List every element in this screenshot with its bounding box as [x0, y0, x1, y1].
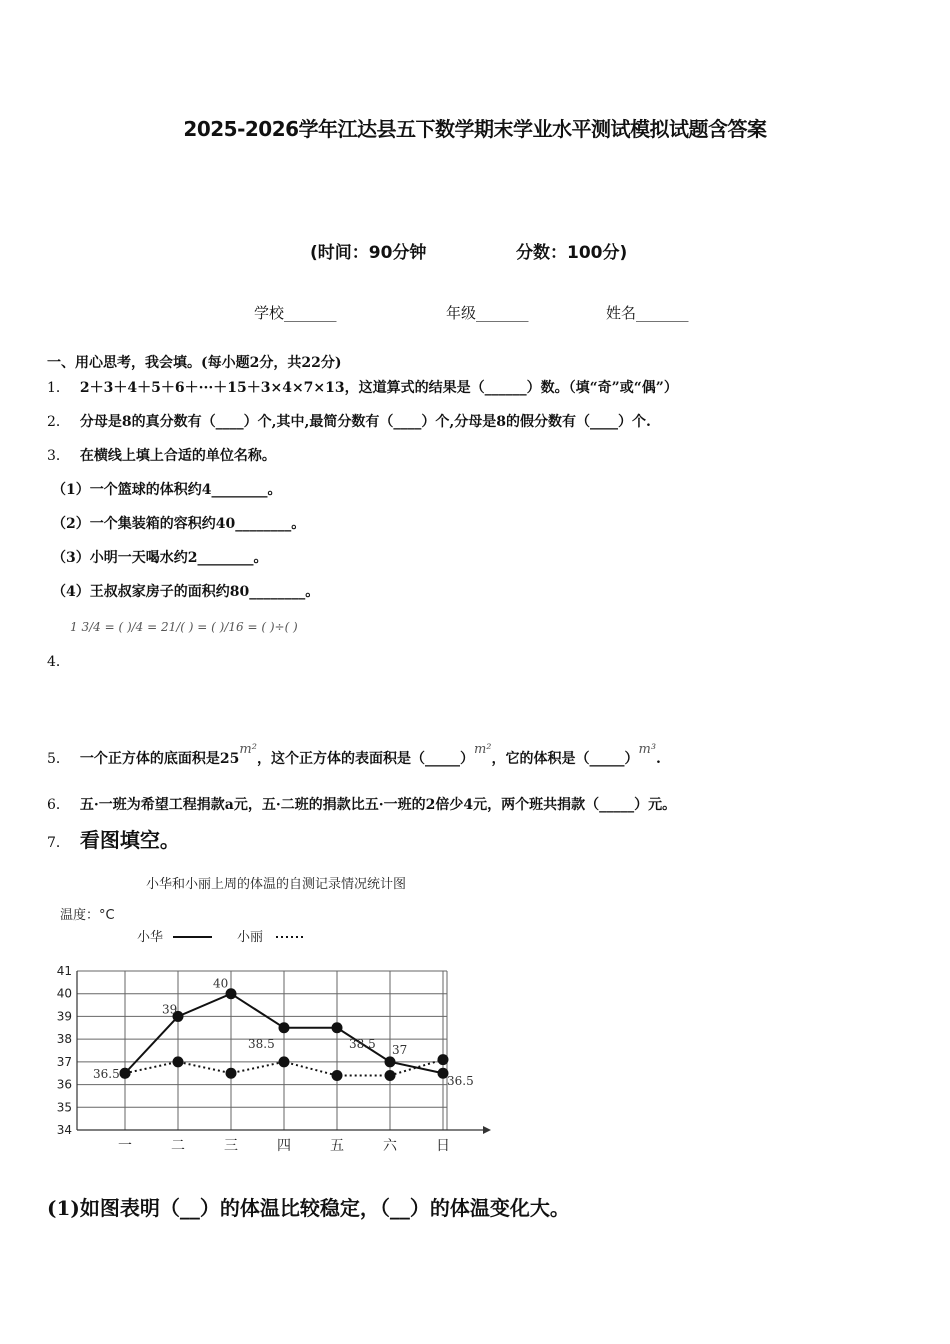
page-title: 2025-2026学年江达县五下数学期末学业水平测试模拟试题含答案 — [183, 117, 767, 141]
unit-square-meter: m² — [473, 742, 492, 757]
q3-item: （4）王叔叔家房子的面积约80________。 — [52, 584, 320, 600]
question-number: 1． — [47, 380, 70, 396]
name-field: 姓名_______ — [606, 304, 689, 322]
x-tick-label: 一 — [118, 1138, 132, 1154]
chart-title: 小华和小丽上周的体温的自测记录情况统计图 — [146, 877, 407, 892]
y-tick-label: 36 — [56, 1077, 72, 1092]
question-4 — [47, 651, 80, 671]
data-point — [120, 1068, 131, 1079]
data-point — [332, 1022, 343, 1033]
question-number: 5． — [47, 751, 70, 767]
y-tick-label: 35 — [56, 1100, 72, 1115]
data-label: 39 — [162, 1002, 178, 1017]
y-tick-label: 38 — [56, 1032, 72, 1047]
legend-label: 小华 — [137, 930, 164, 945]
question-text: 2＋3＋4＋5＋6＋···＋15＋3×4×7×13，这道算式的结果是（______）数。（填“奇”或“偶”） — [79, 380, 678, 396]
exam-time: (时间：90分钟 — [310, 243, 427, 263]
y-tick-label: 39 — [56, 1009, 72, 1024]
fraction-formula: 1 3/4 = ( )/4 = 21/( ) = ( )/16 = ( )÷( ) — [70, 620, 298, 634]
data-point — [226, 1068, 237, 1079]
data-point — [279, 1022, 290, 1033]
question-number: 4． — [47, 654, 70, 670]
question-text: 在横线上填上合适的单位名称。 — [79, 448, 276, 464]
question-text: . — [656, 751, 661, 767]
legend-label: 小丽 — [237, 930, 264, 945]
question-text: 分母是8的真分数有（____）个,其中,最简分数有（____）个,分母是8的假分数有（____）个. — [79, 414, 651, 430]
data-point — [332, 1070, 343, 1081]
question-text: 看图填空。 — [79, 828, 180, 852]
question-6 — [47, 794, 676, 814]
question-text: ，这个正方体的表面积是（_____） — [256, 751, 474, 767]
section-heading: 一、用心思考，我会填。(每小题2分，共22分) — [47, 355, 342, 371]
question-number: 7． — [47, 835, 70, 851]
data-point — [438, 1054, 449, 1065]
q3-item: （3）小明一天喝水约2________。 — [52, 550, 268, 566]
q3-item: （1）一个篮球的体积约4________。 — [52, 482, 282, 498]
temperature-chart — [40, 895, 500, 1165]
grade-field: 年级_______ — [446, 304, 529, 322]
data-label: 37 — [392, 1042, 408, 1057]
y-tick-label: 40 — [56, 986, 72, 1001]
data-point — [385, 1070, 396, 1081]
y-axis-label: 温度：°C — [60, 908, 115, 923]
school-field: 学校_______ — [254, 304, 337, 322]
question-text: 一个正方体的底面积是25 — [79, 751, 240, 767]
data-label: 40 — [213, 976, 229, 991]
x-tick-label: 五 — [330, 1138, 344, 1154]
y-tick-label: 34 — [56, 1123, 72, 1137]
x-tick-label: 日 — [436, 1138, 450, 1154]
x-tick-label: 三 — [224, 1138, 238, 1154]
question-2 — [47, 411, 651, 431]
q3-item: （2）一个集装箱的容积约40________。 — [52, 516, 306, 532]
x-axis-arrow — [483, 1126, 491, 1134]
question-7 — [47, 824, 180, 853]
data-point — [173, 1056, 184, 1067]
data-label: 38.5 — [349, 1036, 376, 1051]
y-tick-label: 37 — [56, 1054, 72, 1069]
question-number: 6． — [47, 797, 70, 813]
question-text: 五·一班为希望工程捐款a元，五·二班的捐款比五·一班的2倍少4元，两个班共捐款（_____）元。 — [79, 797, 677, 813]
question-number: 3． — [47, 448, 70, 464]
question-1 — [47, 377, 678, 397]
question-5 — [47, 742, 661, 768]
data-point — [279, 1056, 290, 1067]
exam-score: 分数：100分) — [516, 243, 628, 263]
question-7-sub: (1)如图表明（__）的体温比较稳定，（__）的体温变化大。 — [47, 1196, 570, 1220]
x-tick-label: 二 — [171, 1138, 185, 1154]
question-text: ，它的体积是（_____） — [491, 751, 639, 767]
data-point — [385, 1056, 396, 1067]
unit-square-meter: m² — [239, 742, 257, 757]
data-label: 36.5 — [447, 1074, 474, 1089]
unit-cubic-meter: m³ — [638, 742, 657, 757]
data-label: 36.5 — [93, 1067, 120, 1082]
y-tick-label: 41 — [56, 964, 72, 978]
x-tick-label: 四 — [277, 1138, 291, 1154]
data-label: 38.5 — [248, 1036, 275, 1051]
x-tick-label: 六 — [383, 1138, 397, 1154]
question-3 — [47, 445, 276, 465]
question-number: 2． — [47, 414, 70, 430]
